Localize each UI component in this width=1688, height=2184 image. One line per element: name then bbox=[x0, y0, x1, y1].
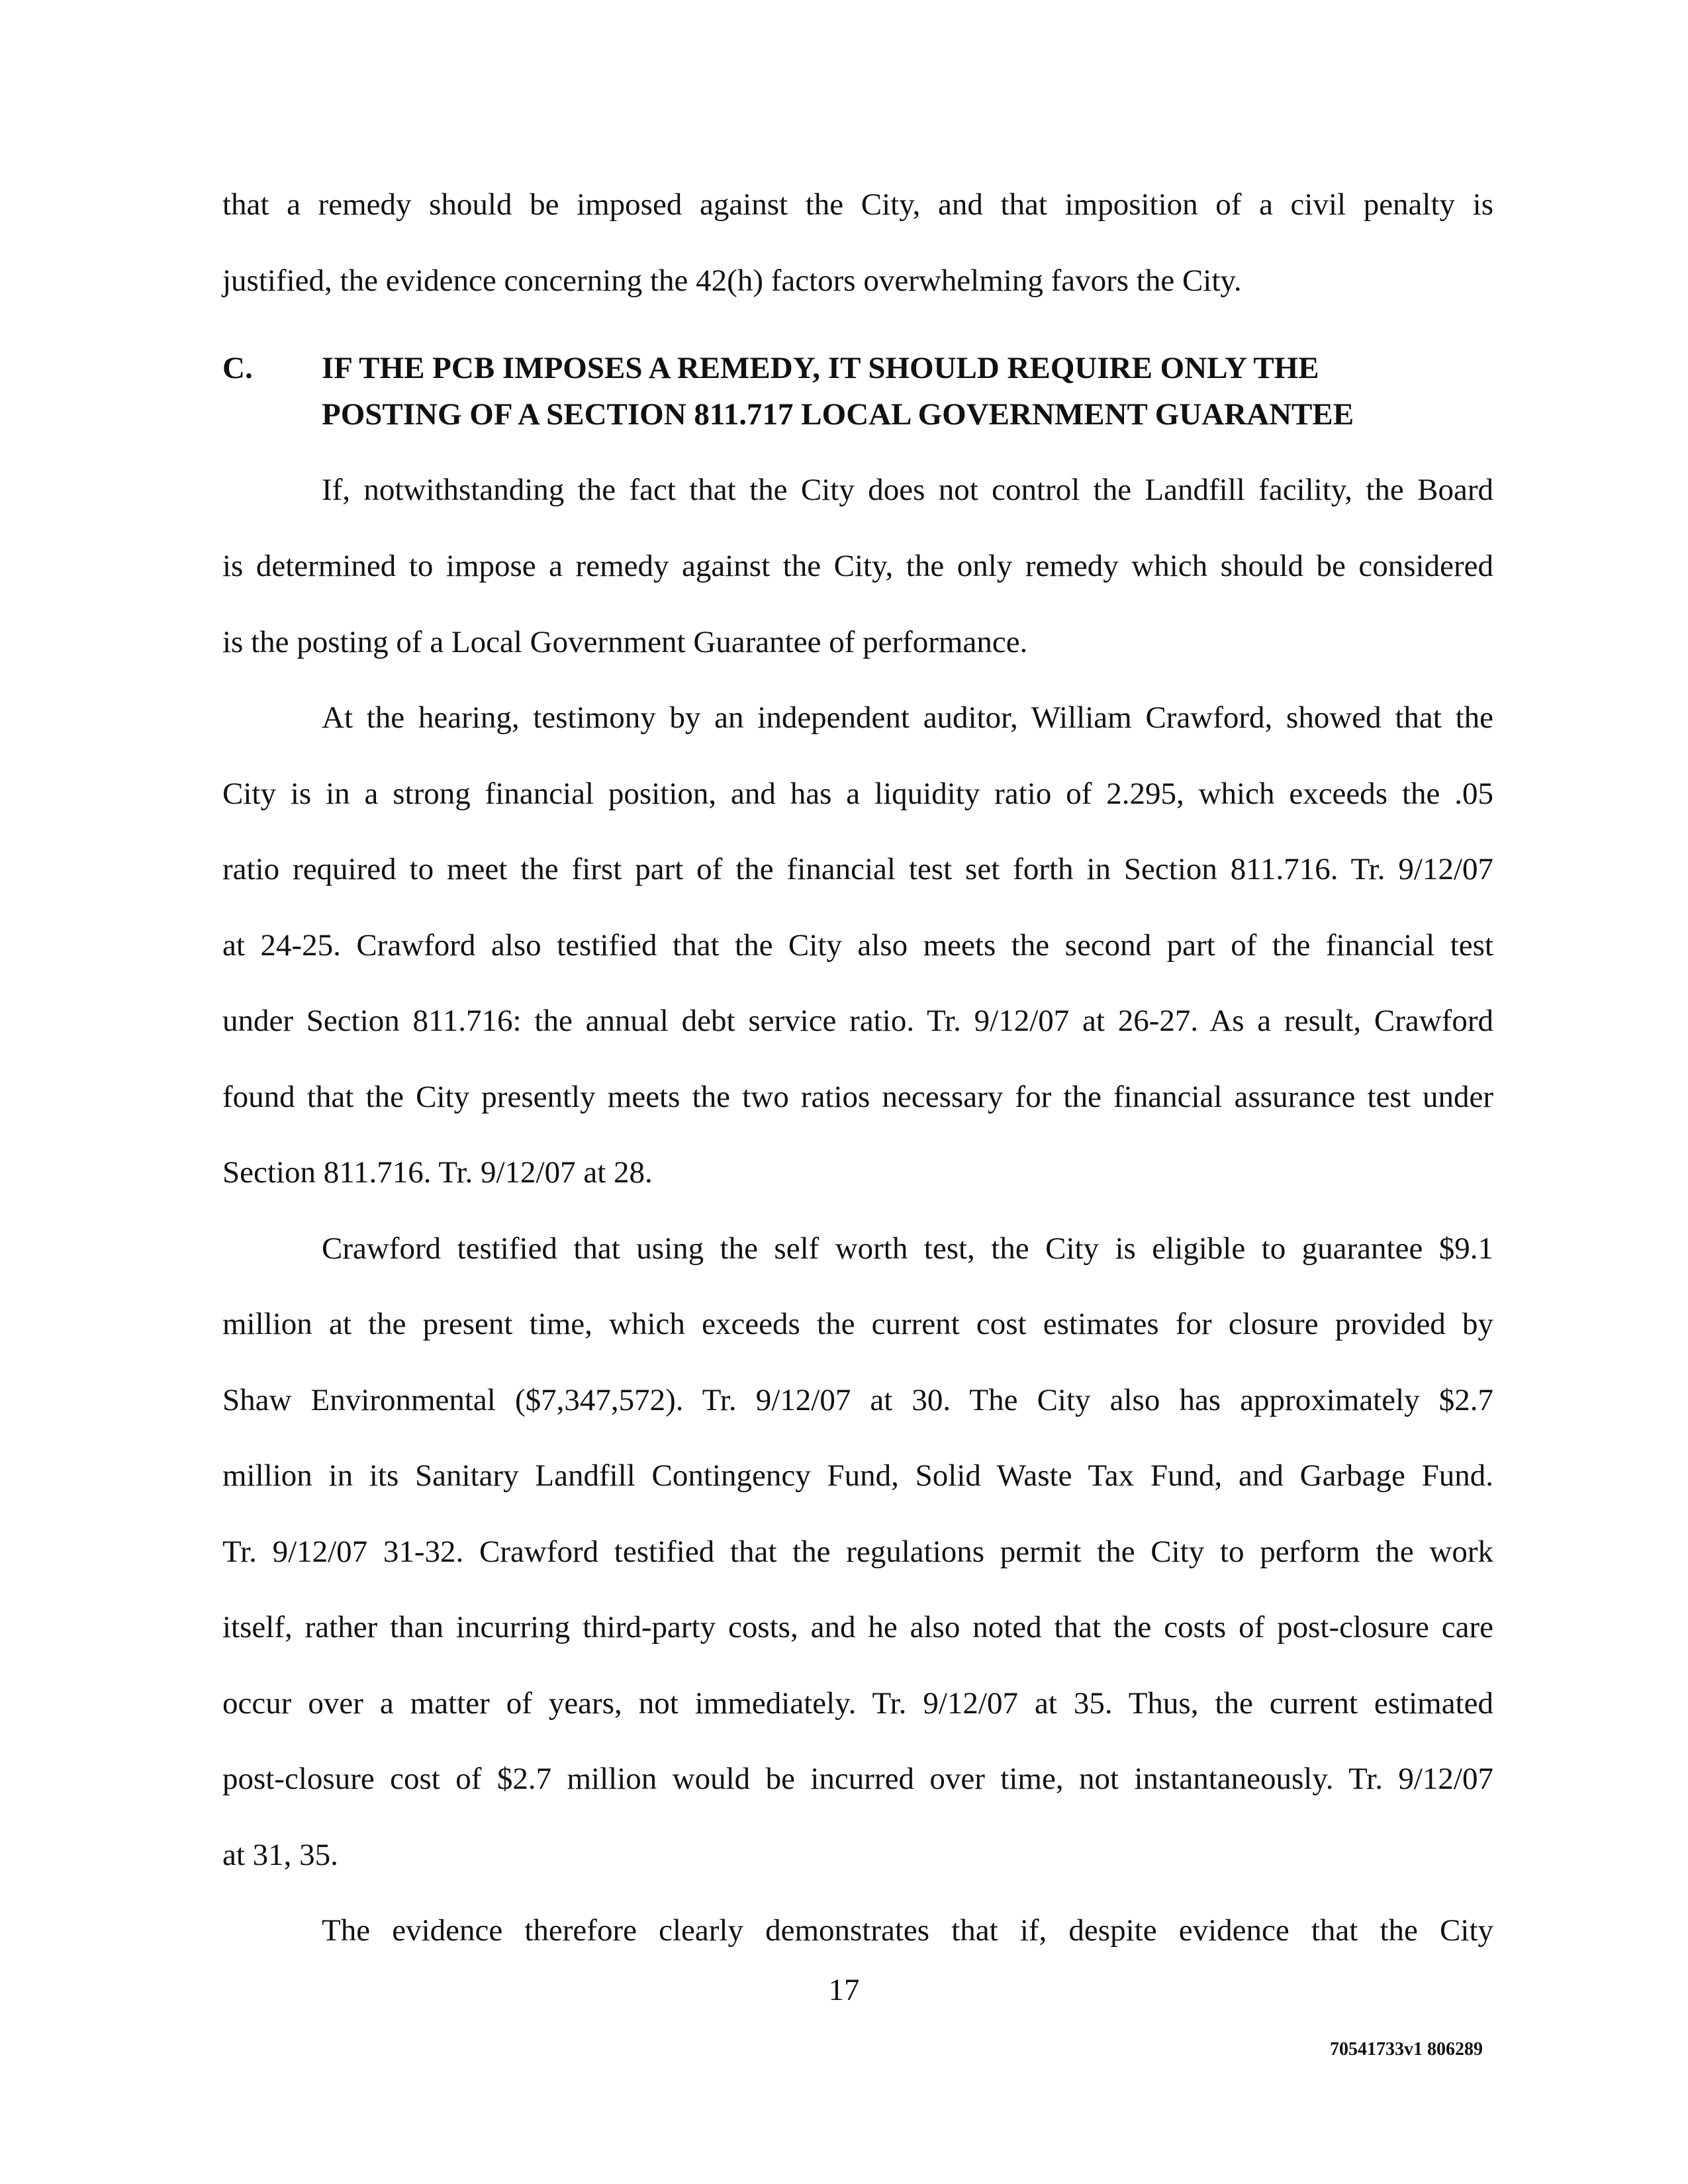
text-line: under Section 811.716: the annual debt service ratio. Tr. 9/12/07 at 26-27. As a result, Crawford bbox=[222, 1004, 1493, 1038]
document-id: 70541733v1 806289 bbox=[1330, 2039, 1483, 2060]
text-line: If, notwithstanding the fact that the City does not control the Landfill facility, the Board bbox=[322, 473, 1493, 507]
section-title-line: POSTING OF A SECTION 811.717 LOCAL GOVERNMENT GUARANTEE bbox=[322, 397, 1354, 432]
text-line: justified, the evidence concerning the 42(h) factors overwhelming favors the City. bbox=[222, 263, 1242, 298]
text-line: Crawford testified that using the self worth test, the City is eligible to guarantee $9.1 bbox=[322, 1231, 1493, 1266]
text-line: million at the present time, which exceeds the current cost estimates for closure provided by bbox=[222, 1307, 1493, 1341]
section-title-line: IF THE PCB IMPOSES A REMEDY, IT SHOULD REQUIRE ONLY THE bbox=[322, 351, 1319, 385]
section-letter: C. bbox=[222, 351, 253, 385]
text-line: is determined to impose a remedy against the City, the only remedy which should be considered bbox=[222, 549, 1493, 583]
text-line: itself, rather than incurring third-party costs, and he also noted that the costs of post-closure care bbox=[222, 1610, 1493, 1644]
text-line: occur over a matter of years, not immediately. Tr. 9/12/07 at 35. Thus, the current estimated bbox=[222, 1686, 1493, 1721]
page-number: 17 bbox=[828, 1973, 860, 2007]
text-line: ratio required to meet the first part of the financial test set forth in Section 811.716. Tr. 9/12/07 bbox=[222, 852, 1493, 886]
text-line: At the hearing, testimony by an independent auditor, William Crawford, showed that the bbox=[322, 700, 1493, 735]
text-line: The evidence therefore clearly demonstrates that if, despite evidence that the City bbox=[322, 1913, 1493, 1948]
text-line: million in its Sanitary Landfill Contingency Fund, Solid Waste Tax Fund, and Garbage Fund. bbox=[222, 1458, 1493, 1493]
text-line: is the posting of a Local Government Guarantee of performance. bbox=[222, 625, 1028, 659]
text-line: at 31, 35. bbox=[222, 1838, 338, 1872]
text-line: City is in a strong financial position, and has a liquidity ratio of 2.295, which exceeds the .05 bbox=[222, 777, 1493, 811]
text-line: at 24-25. Crawford also testified that the City also meets the second part of the financial test bbox=[222, 928, 1493, 963]
text-line: that a remedy should be imposed against the City, and that imposition of a civil penalty is bbox=[222, 187, 1493, 222]
text-line: post-closure cost of $2.7 million would be incurred over time, not instantaneously. Tr. 9/12/07 bbox=[222, 1762, 1493, 1796]
text-line: Section 811.716. Tr. 9/12/07 at 28. bbox=[222, 1155, 653, 1190]
text-line: Tr. 9/12/07 31-32. Crawford testified that the regulations permit the City to perform the work bbox=[222, 1535, 1493, 1569]
text-line: found that the City presently meets the two ratios necessary for the financial assurance test under bbox=[222, 1080, 1493, 1114]
text-line: Shaw Environmental ($7,347,572). Tr. 9/12/07 at 30. The City also has approximately $2.7 bbox=[222, 1383, 1493, 1417]
